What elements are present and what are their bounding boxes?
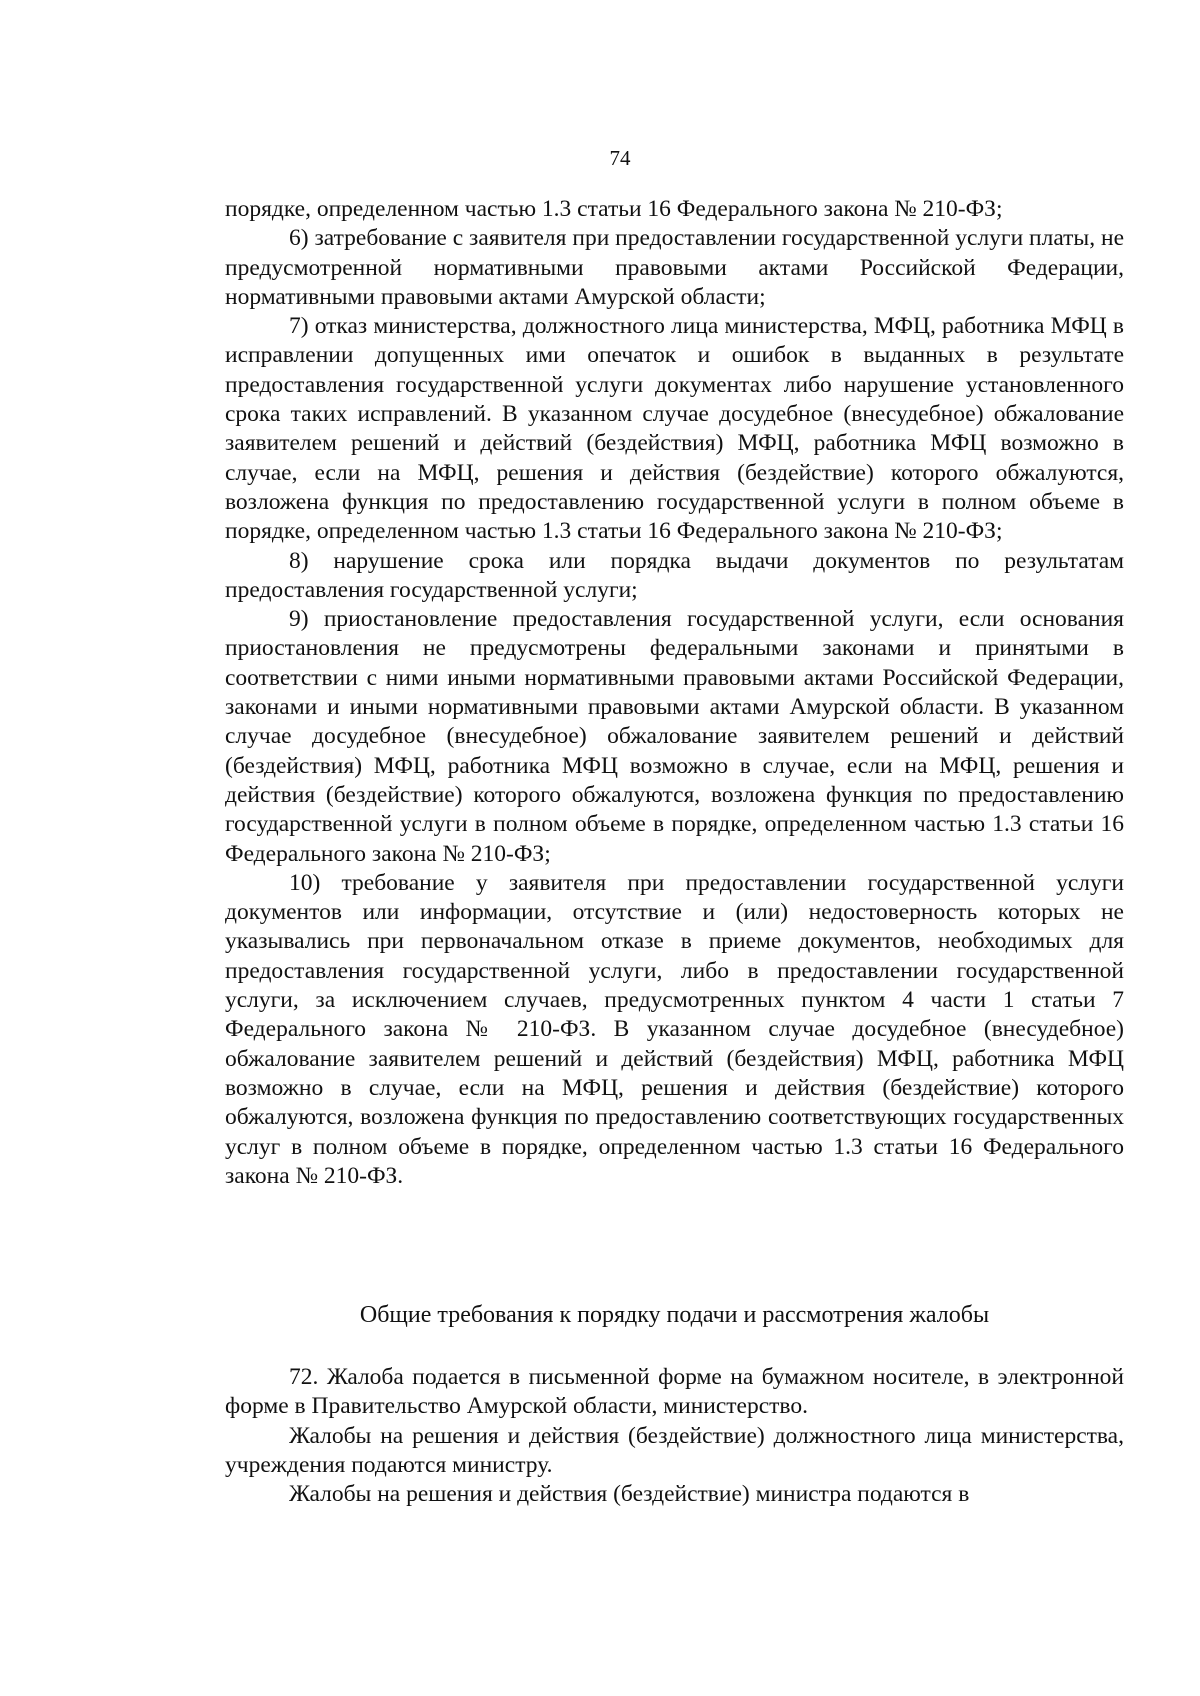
- page-number: 74: [609, 146, 631, 170]
- body-text-bottom: [225, 1363, 1124, 1509]
- paragraph-item-8: 8) нарушение срока или порядка выдачи документов по результатам предоставления государственной услуги;: [225, 547, 1124, 603]
- section-heading: Общие требования к порядку подачи и рассмотрения жалобы: [359, 1302, 990, 1328]
- paragraph-item-10: 10) требование у заявителя при предоставлении государственной услуги документов или информации, отсутствие и (или) недостоверность которых не указывались при первоначальном отказе в приеме документов, необходимых для предоставления государственной услуги, либо в предоставлении государственной услуги, за исключением случаев, предусмотренных пунктом 4 части 1 статьи 7 Федерального закона № 210-ФЗ. В указанном случае досудебное (внесудебное) обжалование заявителем решений и действий (бездействия) МФЦ, работника МФЦ возможно в случае, если на МФЦ, решения и действия (бездействие) которого обжалуются, возложена функция по предоставлению соответствующих государственных услуг в полном объеме в порядке, определенном частью 1.3 статьи 16 Федерального закона № 210-ФЗ.: [225, 869, 1124, 1189]
- paragraph-72: 72. Жалоба подается в письменной форме на бумажном носителе, в электронной форме в Правительство Амурской области, министерство.: [225, 1364, 1124, 1420]
- paragraph-item-9: 9) приостановление предоставления государственной услуги, если основания приостановления не предусмотрены федеральными законами и принятыми в соответствии с ними иными нормативными правовыми актами Российской Федерации, законами и иными нормативными правовыми актами Амурской области. В указанном случае досудебное (внесудебное) обжалование заявителем решений и действий (бездействия) МФЦ, работника МФЦ возможно в случае, если на МФЦ, решения и действия (бездействие) которого обжалуются, возложена функция по предоставлению государственной услуги в полном объеме в порядке, определенном частью 1.3 статьи 16 Федерального закона № 210-ФЗ;: [225, 606, 1124, 867]
- body-text-top: [225, 195, 1124, 1191]
- paragraph-continuation: порядке, определенном частью 1.3 статьи 16 Федерального закона № 210-ФЗ;: [225, 196, 1003, 222]
- paragraph-complaints-official: Жалобы на решения и действия (бездействие) должностного лица министерства, учреждения подаются министру.: [225, 1422, 1124, 1478]
- paragraph-complaints-minister: Жалобы на решения и действия (бездействие) министра подаются в: [289, 1481, 970, 1508]
- paragraph-item-6: 6) затребование с заявителя при предоставлении государственной услуги платы, не предусмотренной нормативными правовыми актами Российской Федерации, нормативными правовыми актами Амурской области;: [225, 225, 1124, 310]
- paragraph-item-7: 7) отказ министерства, должностного лица министерства, МФЦ, работника МФЦ в исправлении допущенных ими опечаток и ошибок в выданных в результате предоставления государственной услуги документах либо нарушение установленного срока таких исправлений. В указанном случае досудебное (внесудебное) обжалование заявителем решений и действий (бездействия) МФЦ, работника МФЦ возможно в случае, если на МФЦ, решения и действия (бездействие) которого обжалуются, возложена функция по предоставлению государственной услуги в полном объеме в порядке, определенном частью 1.3 статьи 16 Федерального закона № 210-ФЗ;: [225, 313, 1124, 545]
